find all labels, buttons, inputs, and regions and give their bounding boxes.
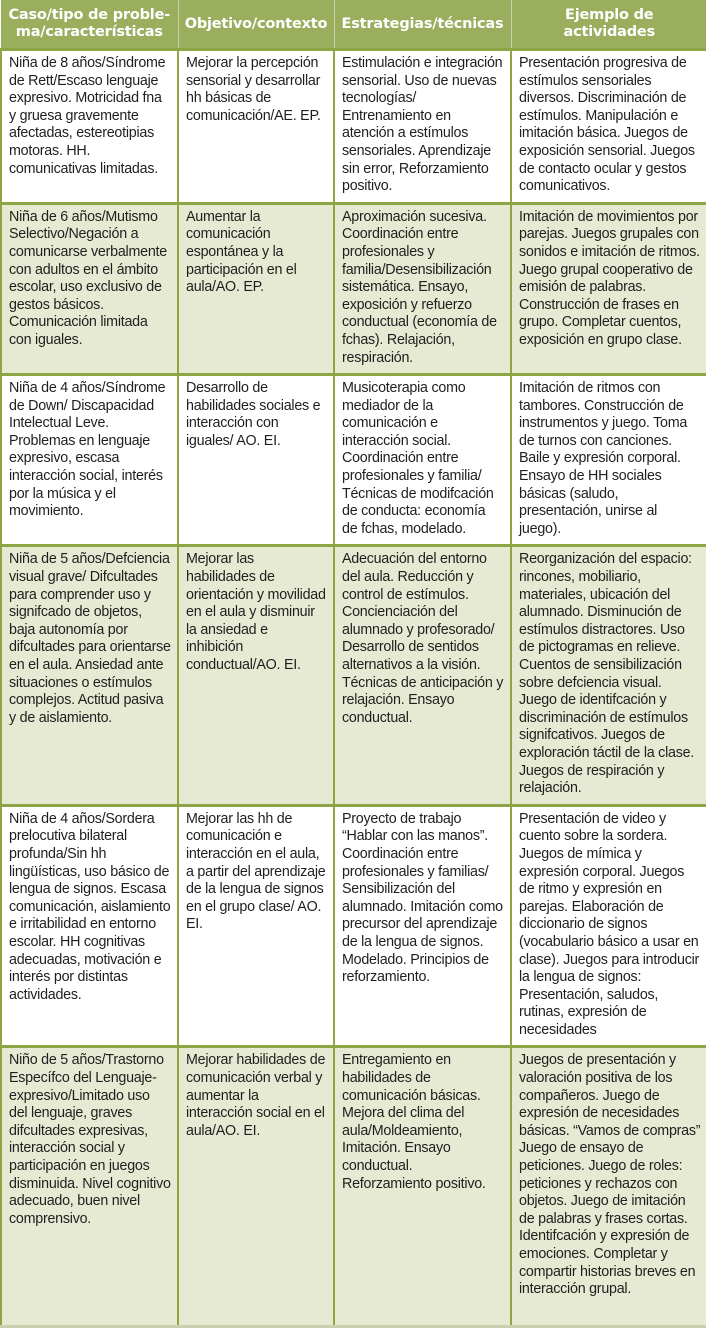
cell-estrategias: Estimulación e integración sensorial. Uso de nuevas tecnologías/ Entrenamiento en atención a estímulos sensoriales. Aprendizaje sin error, Reforzamiento positivo. bbox=[334, 50, 511, 204]
cell-objetivo: Mejorar las hh de comunicación e interacción en el aula, a partir del aprendizaje de la lengua de signos en el grupo clase/ AO. EI. bbox=[178, 805, 334, 1047]
header-row bbox=[1, 0, 706, 50]
cell-objetivo: Mejorar la percepción sensorial y desarrollar hh básicas de comunicación/AE. EP. bbox=[178, 50, 334, 204]
cell-objetivo: Desarrollo de habilidades sociales e interacción con iguales/ AO. EI. bbox=[178, 375, 334, 546]
cell-estrategias: Proyecto de trabajo “Hablar con las manos”. Coordinación entre profesionales y familias/ Sensibilización del alumnado. Imitación como precursor del aprendizaje de la lengua de signos. Modelado. Principios de reforzamiento. bbox=[334, 805, 511, 1047]
table-row bbox=[1, 203, 706, 374]
cell-actividades: Presentación de video y cuento sobre la sordera. Juegos de mímica y expresión corporal. Juegos de ritmo y expresión en parejas. Elaboración de diccionario de signos (vocabulario básico a usar en clase). Juegos para introducir la lengua de signos: Presentación, saludos, rutinas, expresión de necesidades bbox=[511, 805, 706, 1047]
cell-objetivo: Aumentar la comunicación espontánea y la participación en el aula/AO. EP. bbox=[178, 203, 334, 374]
cell-caso: Niña de 6 años/Mutismo Selectivo/Negación a comunicarse verbalmente con adultos en el ámbito escolar, uso exclusivo de gestos básicos. Comunicación limitada con iguales. bbox=[1, 203, 178, 374]
table-body bbox=[1, 50, 706, 1327]
cell-caso: Niño de 5 años/Trastorno Específco del Lenguaje-expresivo/Limitado uso del lenguaje, graves difcultades expresivas, interacción social y participación en juegos disminuida. Nivel cognitivo adecuado, buen nivel comprensivo. bbox=[1, 1047, 178, 1327]
cell-caso: Niña de 4 años/Sordera prelocutiva bilateral profunda/Sin hh lingüísticas, uso básico de lengua de signos. Escasa comunicación, aislamiento e irritabilidad en entorno escolar. HH cognitivas adecuadas, motivación e interés por distintas actividades. bbox=[1, 805, 178, 1047]
cell-estrategias: Aproximación sucesiva. Coordinación entre profesionales y familia/Desensibilización sistemática. Ensayo, exposición y refuerzo conductual (economía de fchas). Relajación, respiración. bbox=[334, 203, 511, 374]
header-caso: Caso/tipo de proble-ma/características bbox=[1, 0, 178, 50]
cell-objetivo: Mejorar habilidades de comunicación verbal y aumentar la interacción social en el aula/AO. EI. bbox=[178, 1047, 334, 1327]
cell-actividades: Presentación progresiva de estímulos sensoriales diversos. Discriminación de estímulos. Manipulación e imitación básica. Juegos de exposición sensorial. Juegos de contacto ocular y gestos comunicativos. bbox=[511, 50, 706, 204]
table-row bbox=[1, 50, 706, 204]
cell-caso: Niña de 5 años/Defciencia visual grave/ Difcultades para comprender uso y signifcado de objetos, baja autonomía por difcultades para orientarse en el aula. Ansiedad ante situaciones o estímulos complejos. Actitud pasiva y de aislamiento. bbox=[1, 546, 178, 805]
table-row bbox=[1, 546, 706, 805]
cell-actividades: Juegos de presentación y valoración positiva de los compañeros. Juego de expresión de necesidades básicas. “Vamos de compras” Juego de ensayo de peticiones. Juego de roles: peticiones y rechazos con objetos. Juego de imitación de palabras y frases cortas. Identifcación y expresión de emociones. Completar y compartir historias breves en interacción grupal. bbox=[511, 1047, 706, 1327]
table-row bbox=[1, 1047, 706, 1327]
table-row bbox=[1, 375, 706, 546]
table-row bbox=[1, 805, 706, 1047]
cell-caso: Niña de 4 años/Síndrome de Down/ Discapacidad Intelectual Leve. Problemas en lenguaje expresivo, escasa interacción social, interés por la música y el movimiento. bbox=[1, 375, 178, 546]
table-header bbox=[1, 0, 706, 50]
cell-estrategias: Entregamiento en habilidades de comunicación básicas. Mejora del clima del aula/Moldeamiento, Imitación. Ensayo conductual. Reforzamiento positivo. bbox=[334, 1047, 511, 1327]
cell-actividades: Imitación de ritmos con tambores. Construcción de instrumentos y juego. Toma de turnos con canciones. Baile y expresión corporal. Ensayo de HH sociales básicas (saludo, presentación, unirse al juego). bbox=[511, 375, 706, 546]
cell-estrategias: Adecuación del entorno del aula. Reducción y control de estímulos. Concienciación del alumnado y profesorado/ Desarrollo de sentidos alternativos a la visión. Técnicas de anticipación y relajación. Ensayo conductual. bbox=[334, 546, 511, 805]
header-estrategias: Estrategias/técnicas bbox=[334, 0, 511, 50]
cell-actividades: Imitación de movimientos por parejas. Juegos grupales con sonidos e imitación de ritmos. Juego grupal cooperativo de emisión de palabras. Construcción de frases en grupo. Completar cuentos, exposición en grupo clase. bbox=[511, 203, 706, 374]
header-actividades: Ejemplo de actividades bbox=[511, 0, 706, 50]
cell-objetivo: Mejorar las habilidades de orientación y movilidad en el aula y disminuir la ansiedad e inhibición conductual/AO. EI. bbox=[178, 546, 334, 805]
header-objetivo: Objetivo/contexto bbox=[178, 0, 334, 50]
cell-estrategias: Musicoterapia como mediador de la comunicación e interacción social. Coordinación entre profesionales y familia/ Técnicas de modifcación de conducta: economía de fchas, modelado. bbox=[334, 375, 511, 546]
cell-actividades: Reorganización del espacio: rincones, mobiliario, materiales, ubicación del alumnado. Disminución de estímulos distractores. Uso de pictogramas en relieve. Cuentos de sensibilización sobre defciencia visual. Juego de identifcación y discriminación de estímulos signifcativos. Juegos de exploración táctil de la clase. Juegos de respiración y relajación. bbox=[511, 546, 706, 805]
cell-caso: Niña de 8 años/Síndrome de Rett/Escaso lenguaje expresivo. Motricidad fna y gruesa gravemente afectadas, estereotipias motoras. HH. comunicativas limitadas. bbox=[1, 50, 178, 204]
